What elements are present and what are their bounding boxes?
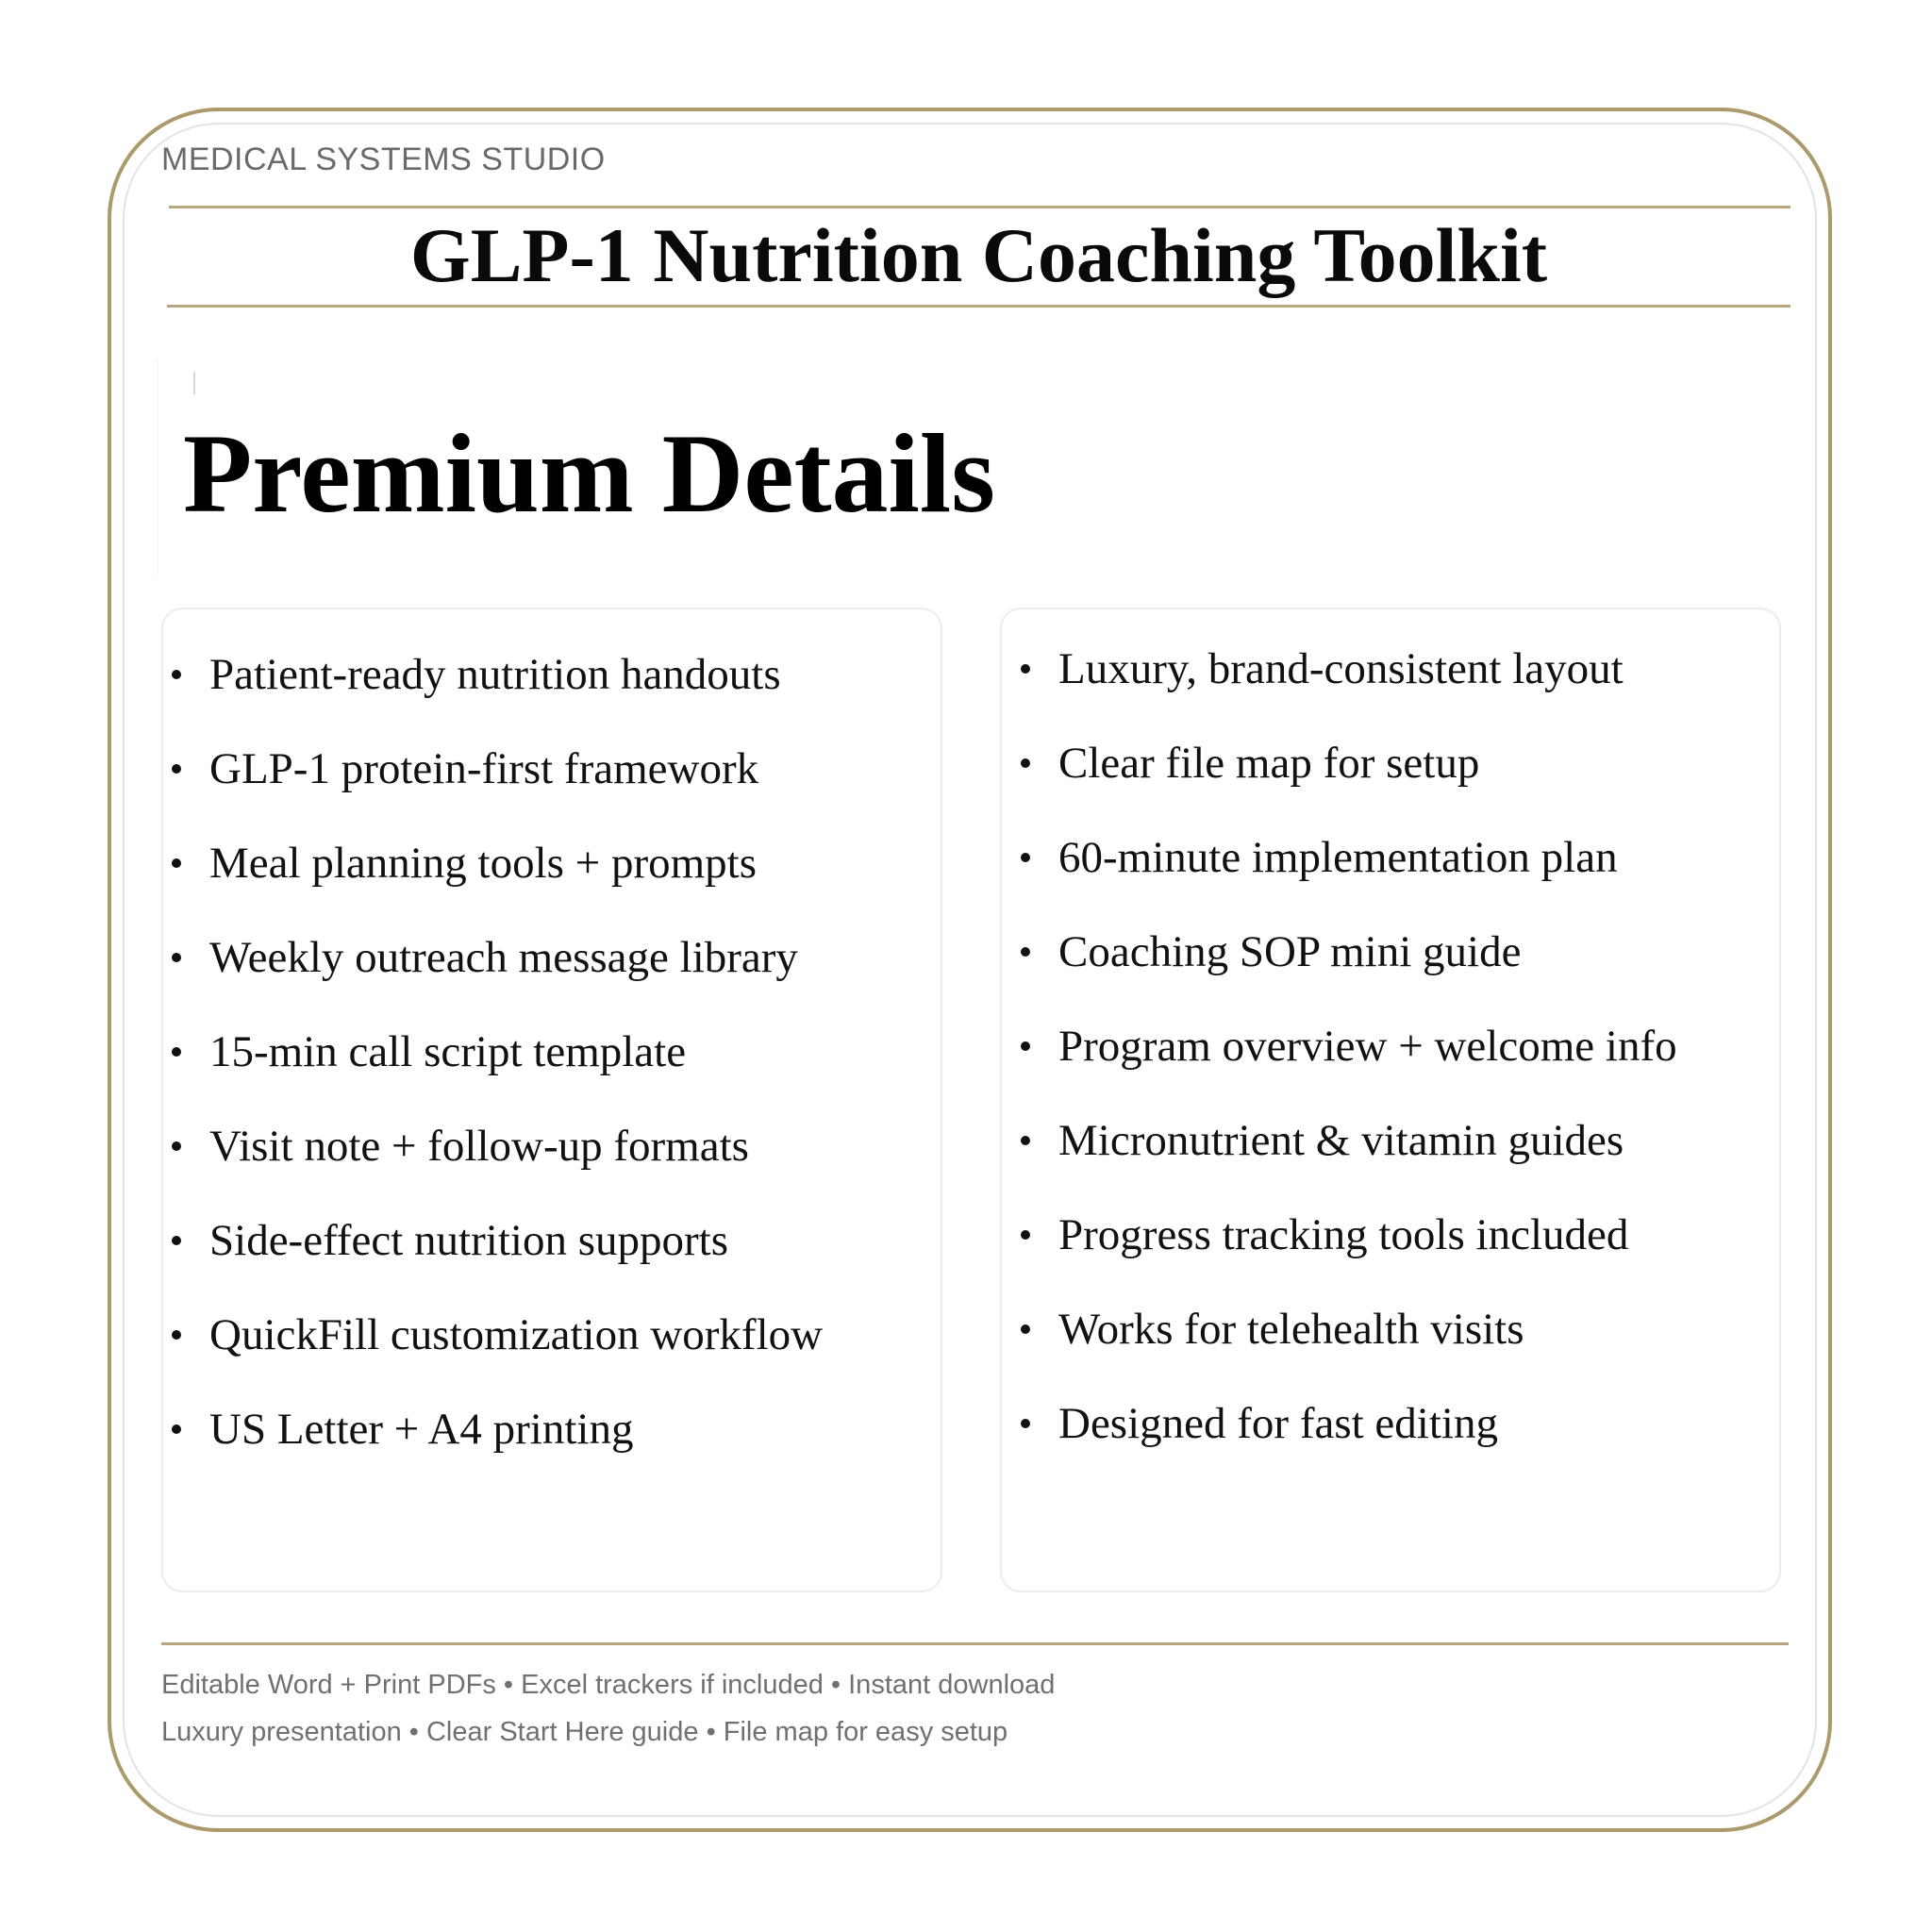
feature-label: GLP-1 protein-first framework bbox=[209, 744, 759, 793]
feature-label: Patient-ready nutrition handouts bbox=[209, 650, 781, 699]
feature-label: Luxury, brand-consistent layout bbox=[1058, 644, 1624, 693]
bullet-icon bbox=[1021, 853, 1030, 862]
bullet-icon bbox=[1021, 1419, 1030, 1428]
feature-item bbox=[1014, 999, 1677, 1093]
top-divider bbox=[169, 206, 1790, 208]
feature-item bbox=[165, 1288, 823, 1382]
title-divider bbox=[167, 305, 1790, 308]
feature-label: Designed for fast editing bbox=[1058, 1399, 1498, 1448]
feature-label: 60-minute implementation plan bbox=[1058, 833, 1618, 882]
section-heading: Premium Details bbox=[183, 410, 995, 536]
bullet-icon bbox=[172, 953, 181, 962]
bullet-icon bbox=[172, 1424, 181, 1434]
feature-item bbox=[165, 722, 823, 816]
feature-label: Clear file map for setup bbox=[1058, 739, 1480, 788]
bullet-icon bbox=[172, 1236, 181, 1245]
feature-item bbox=[1014, 905, 1677, 999]
bullet-icon bbox=[1021, 1136, 1030, 1145]
feature-label: Meal planning tools + prompts bbox=[209, 839, 758, 888]
feature-item bbox=[1014, 810, 1677, 905]
feature-item bbox=[1014, 1093, 1677, 1188]
feature-label: Works for telehealth visits bbox=[1058, 1305, 1524, 1354]
feature-item bbox=[165, 816, 823, 910]
footer-line-1: Editable Word + Print PDFs • Excel trackers if included • Instant download bbox=[161, 1670, 1056, 1700]
feature-item bbox=[1014, 1376, 1677, 1471]
feature-label: Micronutrient & vitamin guides bbox=[1058, 1116, 1624, 1165]
feature-item bbox=[165, 1099, 823, 1193]
footer-line-2: Luxury presentation • Clear Start Here guide • File map for easy setup bbox=[161, 1717, 1008, 1747]
bullet-icon bbox=[172, 764, 181, 774]
feature-item bbox=[165, 1005, 823, 1099]
bullet-icon bbox=[1021, 1230, 1030, 1240]
feature-item bbox=[165, 627, 823, 722]
feature-list-right bbox=[1014, 622, 1677, 1471]
feature-label: QuickFill customization workflow bbox=[209, 1310, 824, 1359]
bullet-icon bbox=[1021, 1324, 1030, 1334]
feature-label: Coaching SOP mini guide bbox=[1058, 927, 1522, 976]
hero-marker bbox=[193, 372, 195, 394]
feature-item bbox=[165, 910, 823, 1005]
bullet-icon bbox=[1021, 664, 1030, 674]
footer-divider bbox=[161, 1642, 1789, 1645]
feature-label: Visit note + follow-up formats bbox=[209, 1122, 749, 1171]
bullet-icon bbox=[1021, 1041, 1030, 1051]
feature-label: Weekly outreach message library bbox=[209, 933, 798, 982]
bullet-icon bbox=[172, 1047, 181, 1057]
bullet-icon bbox=[172, 1141, 181, 1151]
feature-label: Progress tracking tools included bbox=[1058, 1210, 1629, 1259]
bullet-icon bbox=[1021, 758, 1030, 768]
bullet-icon bbox=[172, 1330, 181, 1340]
feature-label: 15-min call script template bbox=[209, 1027, 687, 1076]
feature-label: US Letter + A4 printing bbox=[209, 1405, 634, 1454]
feature-item bbox=[165, 1382, 823, 1476]
feature-item bbox=[1014, 1188, 1677, 1282]
feature-item bbox=[1014, 716, 1677, 810]
feature-item bbox=[1014, 622, 1677, 716]
bullet-icon bbox=[172, 858, 181, 868]
brand-name: MEDICAL SYSTEMS STUDIO bbox=[161, 142, 606, 177]
feature-item bbox=[165, 1193, 823, 1288]
bullet-icon bbox=[172, 670, 181, 679]
page-title: GLP-1 Nutrition Coaching Toolkit bbox=[409, 212, 1548, 298]
feature-list-left bbox=[165, 627, 823, 1476]
feature-label: Side-effect nutrition supports bbox=[209, 1216, 728, 1265]
feature-item bbox=[1014, 1282, 1677, 1376]
feature-label: Program overview + welcome info bbox=[1058, 1022, 1677, 1071]
bullet-icon bbox=[1021, 947, 1030, 957]
